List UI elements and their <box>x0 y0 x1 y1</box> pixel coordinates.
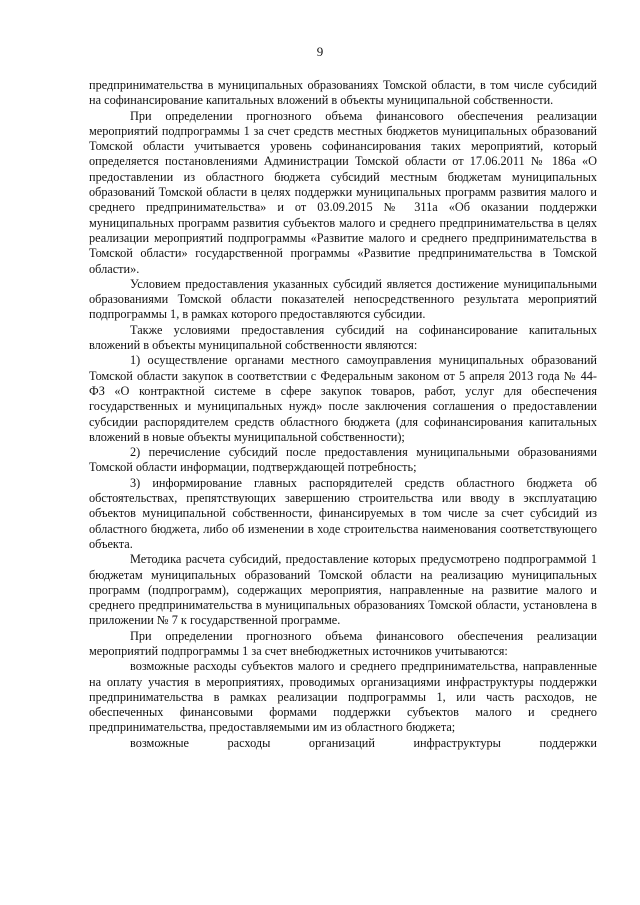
paragraph-6: 2) перечисление субсидий после предоставления муниципальными образованиями Томской области информации, подтверждающей потребность; <box>89 445 597 475</box>
paragraph-11: возможные расходы организаций инфраструктуры поддержки <box>130 735 597 750</box>
paragraph-3: Условием предоставления указанных субсидий является достижение муниципальными образованиями Томской области показателей непосредственного результата мероприятий подпрограммы 1, в рамках которого предоставляются субсидии. <box>89 276 597 322</box>
document-body <box>89 78 597 751</box>
paragraph-9: При определении прогнозного объема финансового обеспечения реализации мероприятий подпрограммы 1 за счет внебюджетных источников учитываются: <box>89 628 597 658</box>
paragraph-2: При определении прогнозного объема финансового обеспечения реализации мероприятий подпрограммы 1 за счет средств местных бюджетов муниципальных образований Томской области учитывается уровень софинансирования таких мероприятий, который определяется постановлениями Администрации Томской области от 17.06.2011 № 186а «О предоставлении из областного бюджета субсидий местным бюджетам муниципальных образований Томской области в целях поддержки муниципальных программ развития малого и среднего предпринимательства» и от 03.09.2015 № 311а «Об оказании поддержки муниципальных программ развития субъектов малого и среднего предпринимательства в целях реализации мероприятий подпрограммы «Развитие малого и среднего предпринимательства в Томской области» государственной программы «Развитие предпринимательства в Томской области». <box>89 108 597 276</box>
paragraph-10: возможные расходы субъектов малого и среднего предпринимательства, направленные на оплату участия в мероприятиях, проводимых организациями инфраструктуры поддержки предпринимательства в рамках реализации подпрограммы 1, или часть расходов, не обеспеченных финансовыми формами поддержки субъектов малого и среднего предпринимательства, предоставляемыми им из областного бюджета; <box>89 659 597 735</box>
paragraph-4: Также условиями предоставления субсидий на софинансирование капитальных вложений в объекты муниципальной собственности являются: <box>89 322 597 353</box>
paragraph-8: Методика расчета субсидий, предоставление которых предусмотрено подпрограммой 1 бюджетам муниципальных образований Томской области на реализацию муниципальных программ (подпрограмм), содержащих мероприятия, направленные на развитие малого и среднего предпринимательства в муниципальных образованиях Томской области, установлена в приложении № 7 к государственной программе. <box>89 552 597 628</box>
paragraph-1: предпринимательства в муниципальных образованиях Томской области, в том числе субсидий на софинансирование капитальных вложений в объекты муниципальной собственности. <box>89 78 597 108</box>
paragraph-5: 1) осуществление органами местного самоуправления муниципальных образований Томской области закупок в соответствии с Федеральным законом от 5 апреля 2013 года № 44-ФЗ «О контрактной системе в сфере закупок товаров, работ, услуг для обеспечения государственных и муниципальных нужд» после заключения соглашения о предоставлении субсидии распорядителем средств областного бюджета (для софинансирования капитальных вложений в новые объекты муниципальной собственности); <box>89 353 597 444</box>
page-number: 9 <box>316 44 324 59</box>
paragraph-7: 3) информирование главных распорядителей средств областного бюджета об обстоятельствах, препятствующих завершению строительства или вводу в эксплуатацию объектов муниципальной собственности, финансируемых в том числе за счет субсидий из областного бюджета, либо об изменении в ходе строительства наименования соответствующего объекта. <box>89 475 597 551</box>
